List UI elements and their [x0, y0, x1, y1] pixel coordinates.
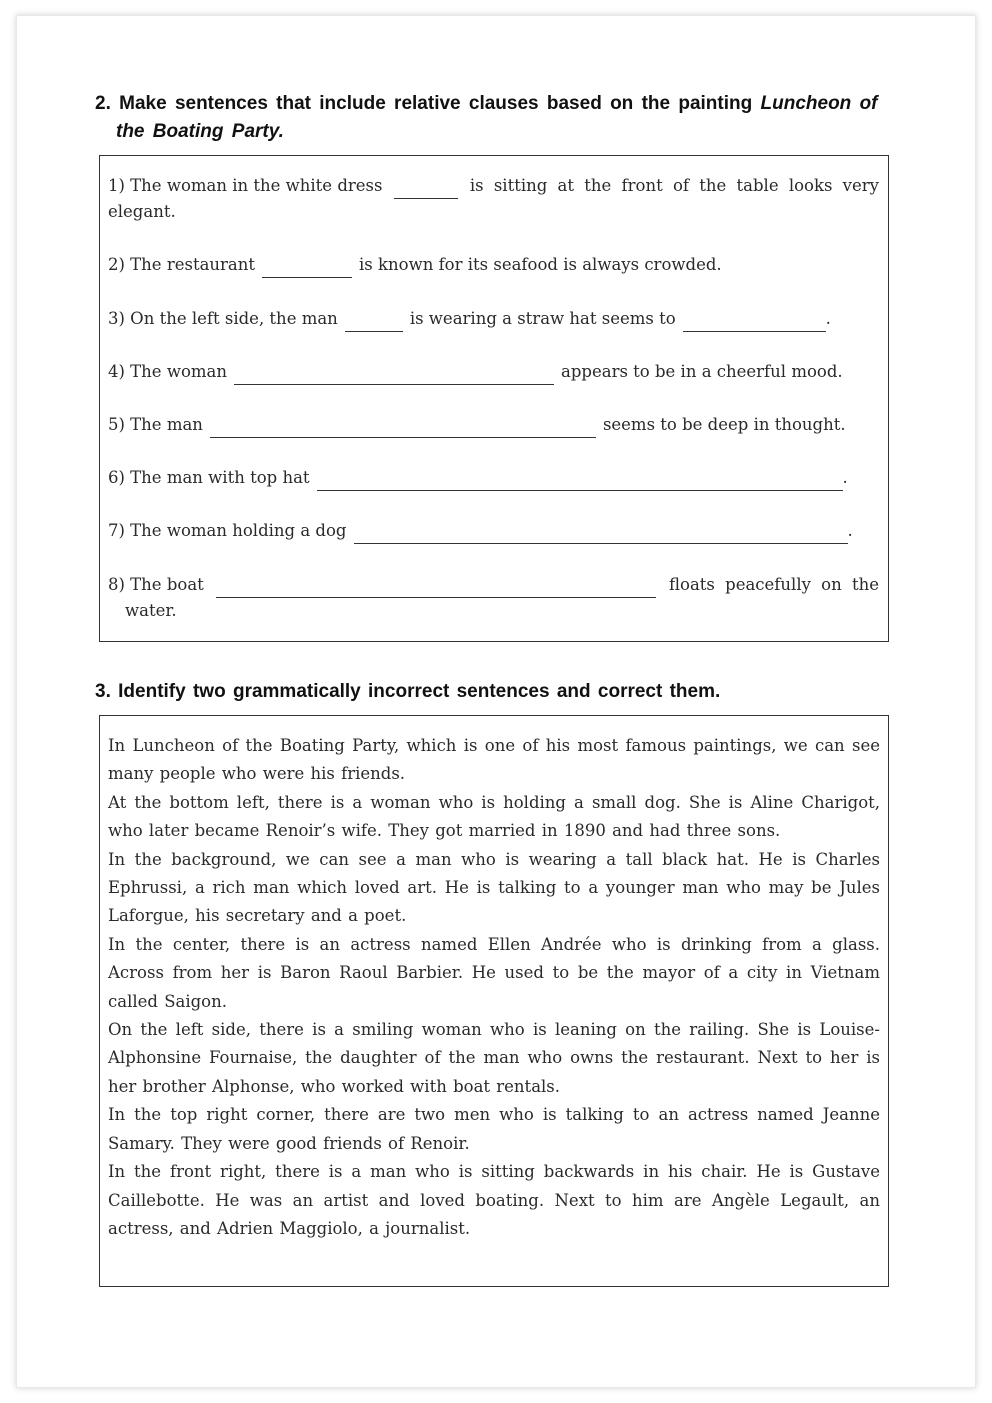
- item-2-start: 2) The restaurant: [108, 255, 256, 274]
- item-5-blank[interactable]: [210, 419, 596, 438]
- exercise-item-3: [108, 306, 879, 332]
- passage-paragraph: In the front right, there is a man who is sitting backwards in his chair. He is Gustave Caillebotte. He was an artist and loved boating. Next to him are Angèle Legault, an actress, and Adrien Maggiolo, a journalist.: [108, 1162, 880, 1238]
- item-7-end: .: [847, 521, 853, 540]
- item-6-start: 6) The man with top hat: [108, 468, 310, 487]
- passage-paragraph: On the left side, there is a smiling woman who is leaning on the railing. She is Louise-Alphonsine Fournaise, the daughter of the man who owns the restaurant. Next to her is her brother Alphonse, who worked with boat rentals.: [108, 1020, 880, 1096]
- item-3-mid: is wearing a straw hat seems to: [409, 309, 676, 328]
- item-1-continuation: elegant.: [108, 202, 176, 221]
- item-1-start: 1) The woman in the white dress: [108, 176, 383, 195]
- exercise-item-4: [108, 359, 879, 385]
- painting-title-part1: Luncheon of: [760, 93, 878, 114]
- passage-paragraph: In Luncheon of the Boating Party, which is one of his most famous paintings, we can see many people who were his friends.: [108, 736, 880, 784]
- item-2-end: is known for its seafood is always crowded.: [359, 255, 722, 274]
- exercise-item-6: [108, 465, 879, 491]
- item-8-end: floats peacefully on the: [669, 575, 879, 594]
- item-2-blank[interactable]: [262, 259, 352, 278]
- sentence-exercise-box: [99, 155, 889, 642]
- section-2-heading: [95, 90, 903, 146]
- item-5-end: seems to be deep in thought.: [602, 415, 846, 434]
- item-3-blank-2[interactable]: [683, 313, 826, 332]
- reading-passage-box: [99, 715, 889, 1287]
- section-2-number: 2.: [95, 93, 111, 114]
- section-3-instruction: Identify two grammatically incorrect sentences and correct them.: [118, 681, 721, 702]
- section-3-number: 3.: [95, 681, 111, 702]
- item-6-blank[interactable]: [317, 472, 843, 491]
- section-2-instruction: Make sentences that include relative clauses based on the painting: [119, 93, 753, 114]
- item-3-blank-1[interactable]: [345, 313, 403, 332]
- item-8-start: 8) The boat: [108, 575, 204, 594]
- exercise-item-5: [108, 412, 879, 438]
- item-3-start: 3) On the left side, the man: [108, 309, 338, 328]
- item-4-start: 4) The woman: [108, 362, 227, 381]
- section-3-heading: [95, 678, 903, 706]
- item-4-end: appears to be in a cheerful mood.: [561, 362, 843, 381]
- item-8-blank[interactable]: [216, 579, 656, 598]
- item-1-blank[interactable]: [394, 180, 458, 199]
- item-7-start: 7) The woman holding a dog: [108, 521, 347, 540]
- reading-passage: [108, 732, 880, 1243]
- item-6-end: .: [842, 468, 848, 487]
- item-5-start: 5) The man: [108, 415, 203, 434]
- item-3-end: .: [825, 309, 831, 328]
- item-4-blank[interactable]: [234, 366, 554, 385]
- passage-paragraph: At the bottom left, there is a woman who is holding a small dog. She is Aline Charigot, who later became Renoir’s wife. They got married in 1890 and had three sons.: [108, 792, 880, 841]
- exercise-item-2: [108, 252, 879, 278]
- item-1-end: is sitting at the front of the table looks very: [469, 176, 879, 195]
- exercise-item-1: [108, 173, 879, 199]
- exercise-item-8: [108, 572, 879, 598]
- item-8-continuation: water.: [125, 601, 177, 620]
- passage-paragraph: In the top right corner, there are two men who is talking to an actress named Jeanne Samary. They were good friends of Renoir.: [108, 1105, 880, 1153]
- passage-paragraph: In the center, there is an actress named Ellen Andrée who is drinking from a glass. Across from her is Baron Raoul Barbier. He used to be the mayor of a city in Vietnam called Saigon.: [108, 934, 880, 1011]
- painting-title-part2: the Boating Party.: [116, 121, 284, 142]
- item-7-blank[interactable]: [354, 525, 848, 544]
- exercise-item-7: [108, 518, 879, 544]
- passage-paragraph: In the background, we can see a man who is wearing a tall black hat. He is Charles Ephrussi, a rich man which loved art. He is talking to a younger man who may be Jules Laforgue, his secretary and a poet.: [108, 849, 880, 926]
